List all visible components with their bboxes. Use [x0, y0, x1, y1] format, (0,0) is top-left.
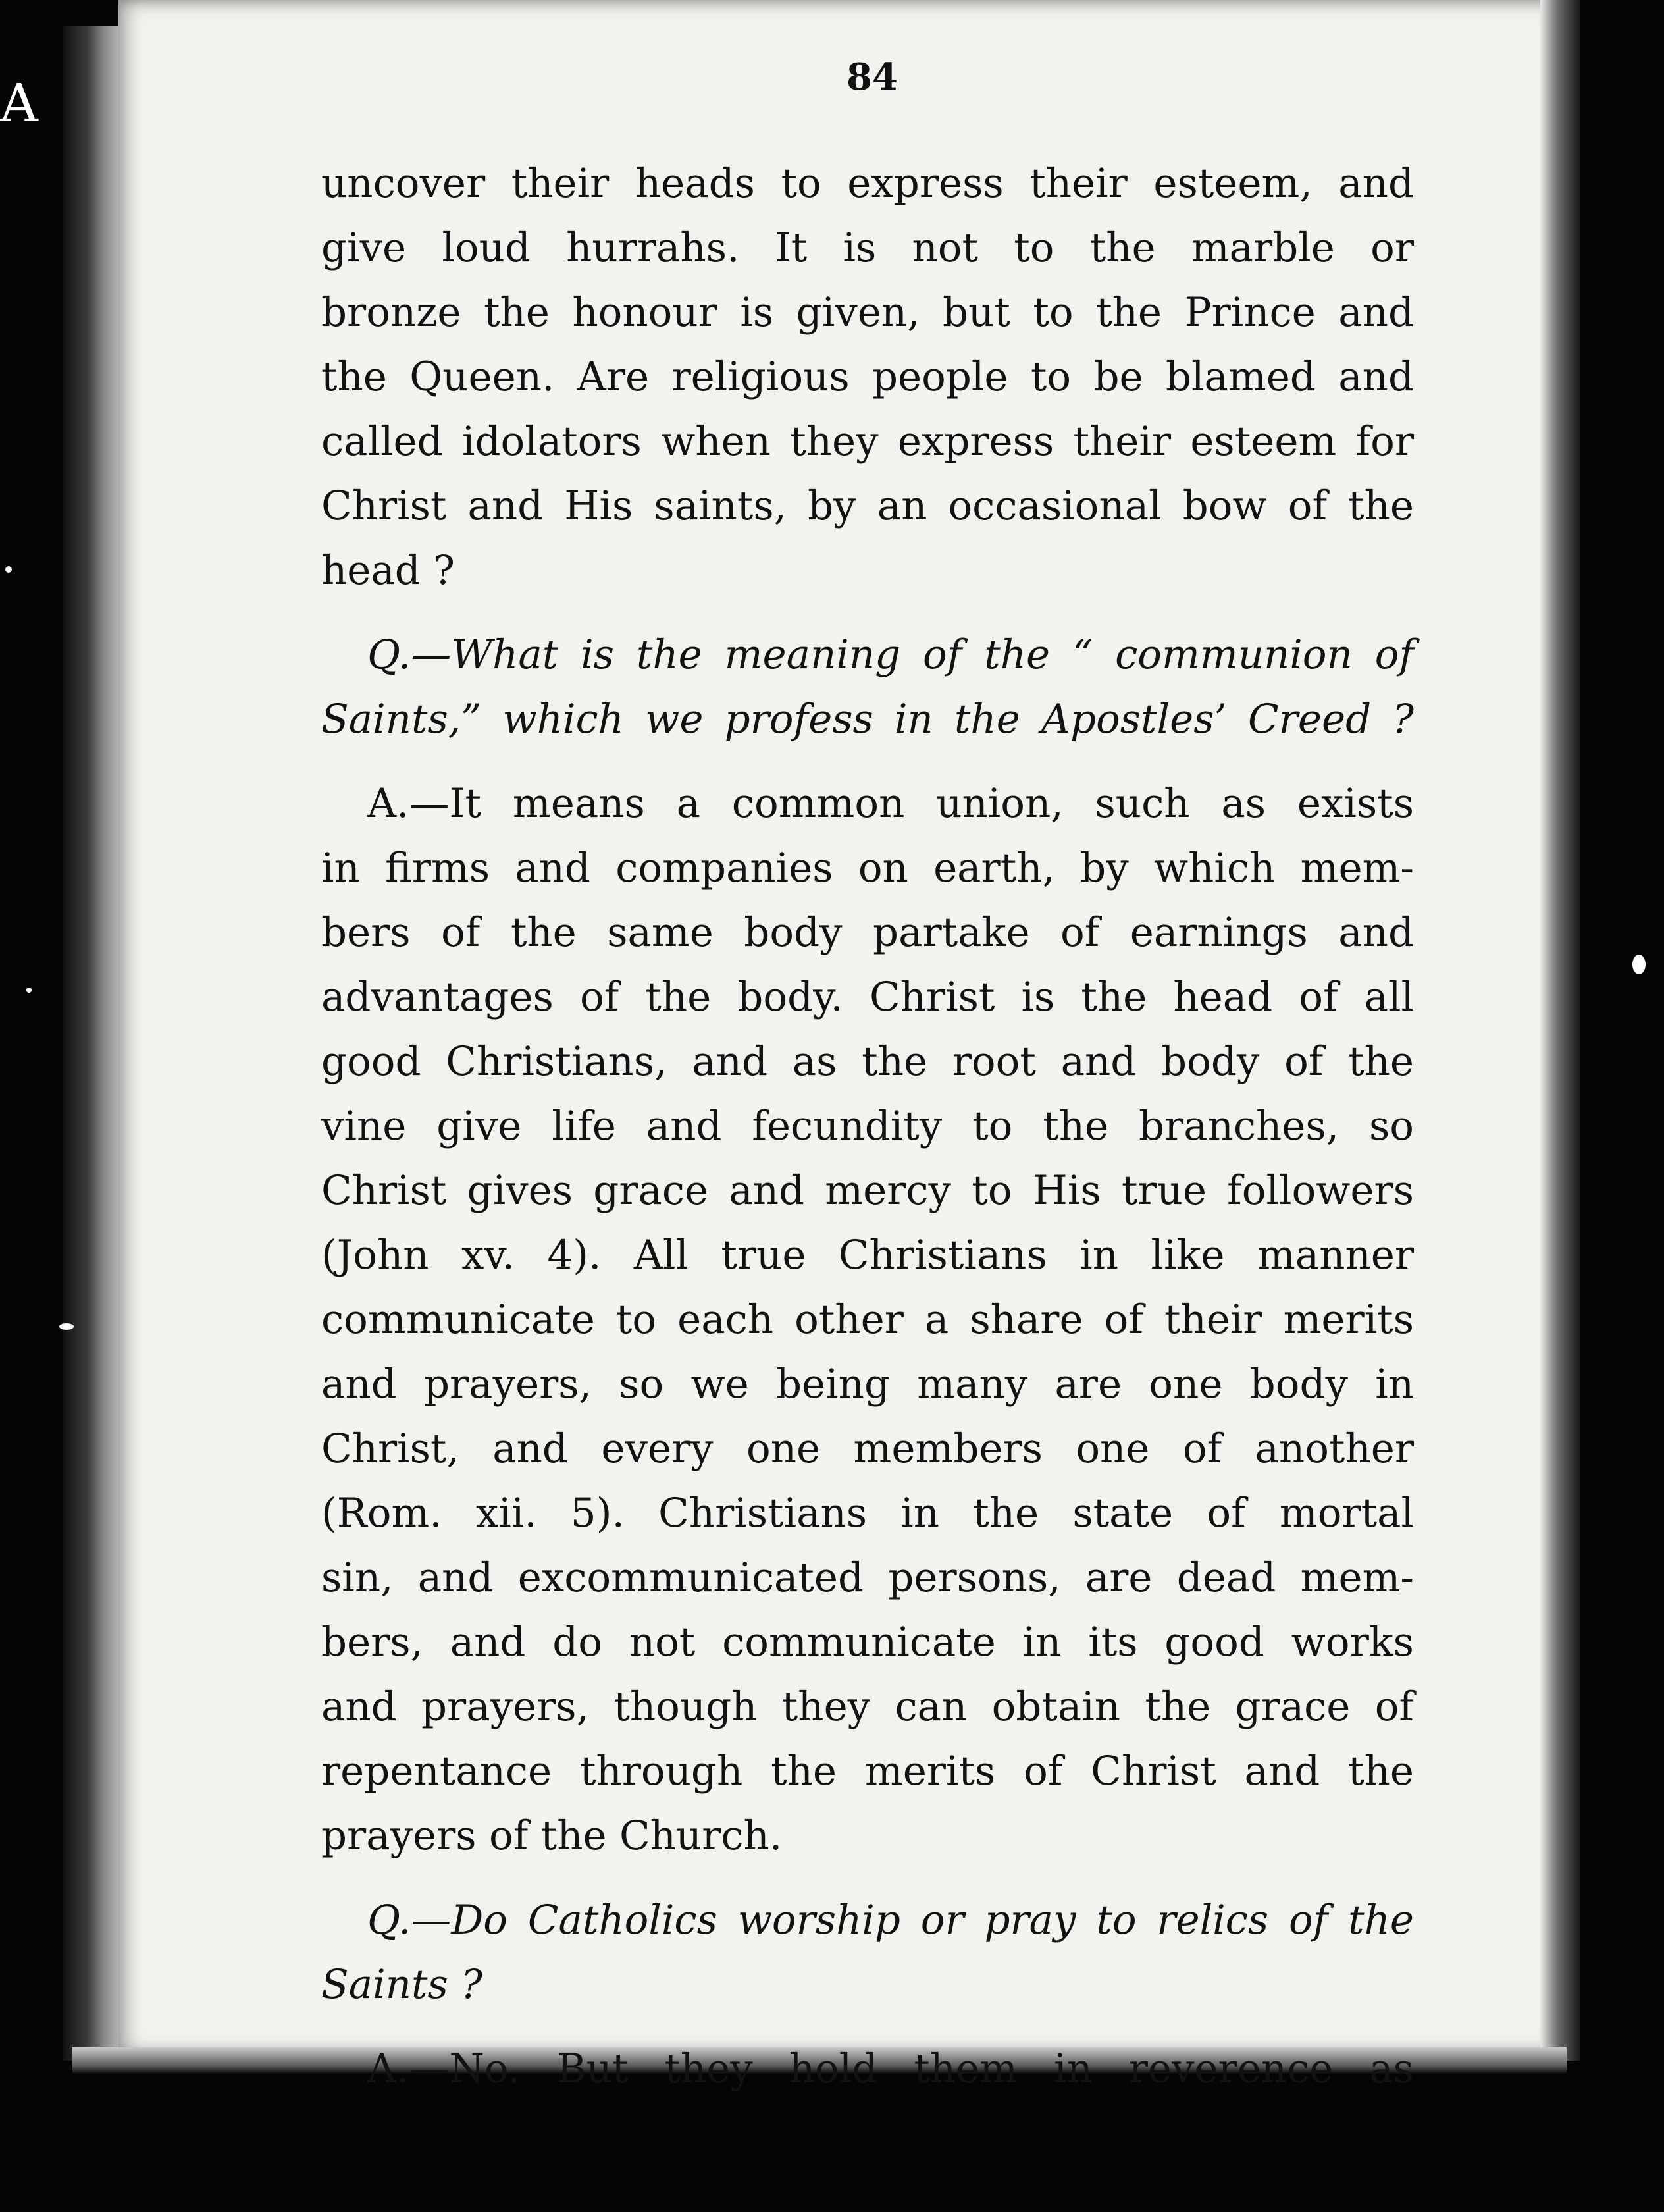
text-line: the Queen. Are religious people to be blamed and — [321, 354, 1414, 400]
text-line: (Rom. xii. 5). Christians in the state of mortal — [321, 1490, 1414, 1537]
text-line: good Christians, and as the root and body of the — [321, 1038, 1414, 1085]
text-line: bers, and do not communicate in its good works — [321, 1619, 1414, 1666]
binding-gutter — [63, 26, 122, 2061]
text-line: uncover their heads to express their esteem, and — [321, 160, 1414, 207]
body-text — [321, 151, 1414, 2101]
question-line: Saints ? — [321, 1961, 482, 2008]
corner-mark: A — [0, 72, 38, 134]
text-line: communicate to each other a share of their merits — [321, 1296, 1414, 1343]
text-line: bers of the same body partake of earnings and — [321, 909, 1414, 956]
text-line: give loud hurrahs. It is not to the marble or — [321, 224, 1414, 271]
text-line: advantages of the body. Christ is the head of all — [321, 974, 1414, 1020]
scan-speck — [26, 988, 32, 993]
answer-line: A.—No. But they hold them in reverence as — [367, 2045, 1414, 2092]
scan-speck — [5, 566, 12, 573]
text-line: Christ gives grace and mercy to His true followers — [321, 1167, 1414, 1214]
text-line: in firms and companies on earth, by which mem- — [321, 845, 1414, 891]
answer-line: A.—It means a common union, such as exists — [367, 780, 1414, 827]
text-line: (John xv. 4). All true Christians in like manner — [321, 1232, 1414, 1278]
text-line: Christ, and every one members one of another — [321, 1425, 1414, 1472]
scan-speck — [59, 1323, 74, 1330]
text-line: vine give life and fecundity to the branches, so — [321, 1103, 1414, 1149]
text-line: sin, and excommunicated persons, are dead mem- — [321, 1554, 1414, 1601]
text-line: bronze the honour is given, but to the Prince and — [321, 289, 1414, 336]
question-line: Q.—Do Catholics worship or pray to relics of the — [367, 1897, 1414, 1943]
text-line: head ? — [321, 547, 455, 594]
question-line: Q.—What is the meaning of the “ communion of — [367, 631, 1414, 678]
text-line: called idolators when they express their esteem for — [321, 418, 1414, 465]
text-line: Christ and His saints, by an occasional bow of the — [321, 483, 1414, 529]
text-line: prayers of the Church. — [321, 1812, 783, 1859]
text-line: and prayers, though they can obtain the grace of — [321, 1683, 1414, 1730]
question-line: Saints,” which we profess in the Apostles’ Creed ? — [321, 696, 1414, 743]
page-number: 84 — [846, 55, 898, 99]
right-page-edge — [1540, 0, 1580, 2061]
text-line: and prayers, so we being many are one body in — [321, 1361, 1414, 1408]
text-line: repentance through the merits of Christ and the — [321, 1748, 1414, 1795]
scan-speck — [1632, 955, 1646, 974]
